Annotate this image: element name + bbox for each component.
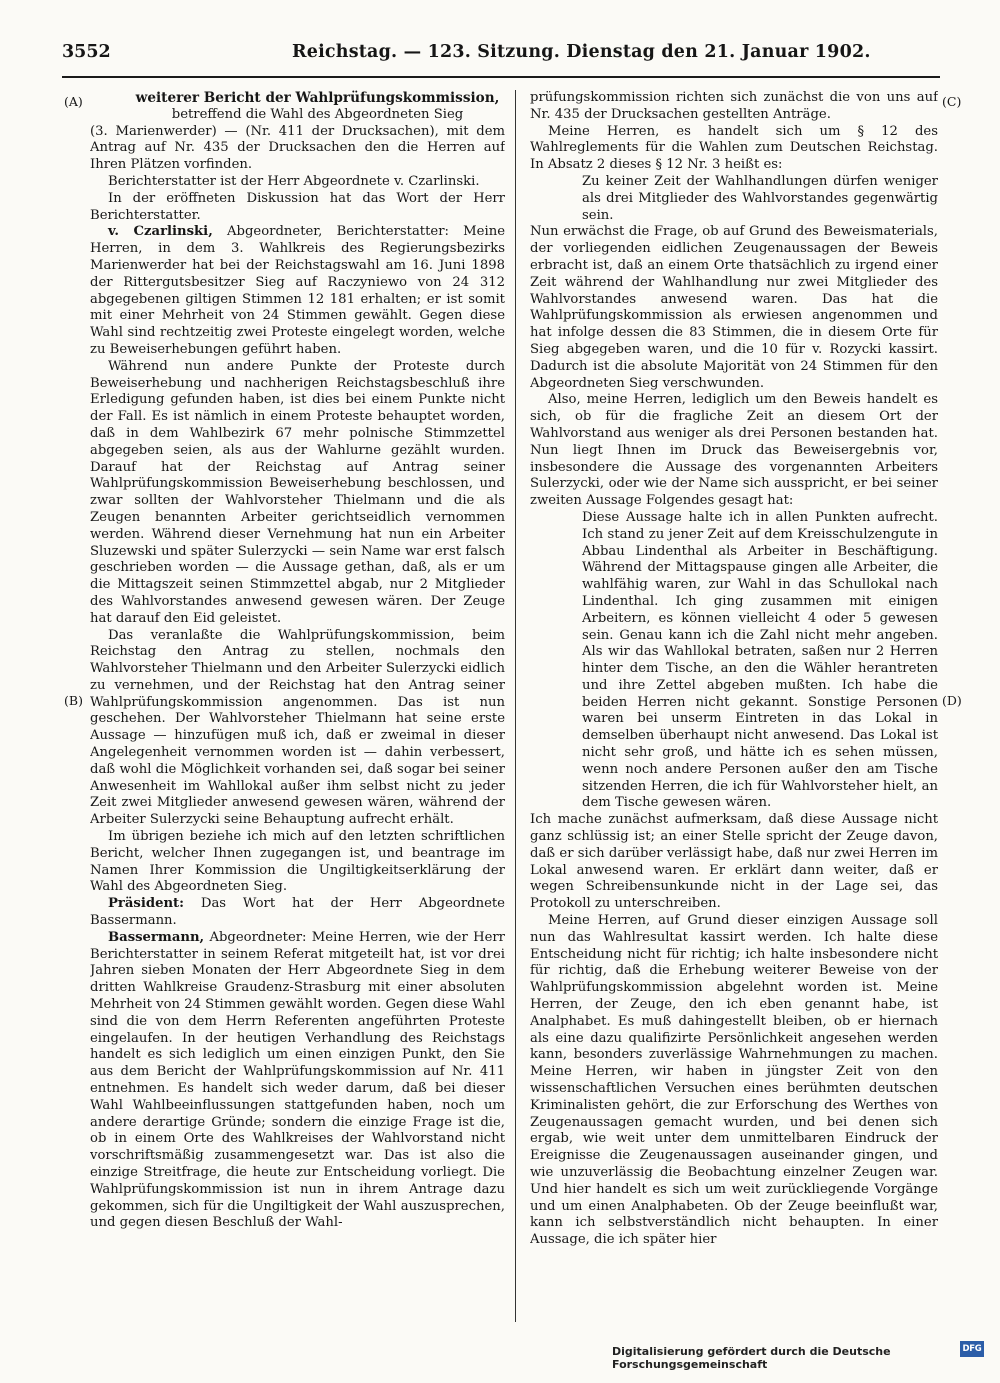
paragraph-text: Berichterstatter ist der Herr Abgeordnete v. Czarlinski. xyxy=(108,173,480,189)
paragraph xyxy=(530,224,938,392)
running-head: Reichstag. — 123. Sitzung. Dienstag den 21. Januar 1902. xyxy=(292,42,871,62)
page-header xyxy=(62,40,942,68)
paragraph-text: Das Wort hat der Herr Abgeordnete Bassermann. xyxy=(90,896,505,929)
paragraph xyxy=(90,124,505,174)
paragraph xyxy=(90,359,505,628)
paragraph xyxy=(90,174,505,191)
paragraph-text: Ich mache zunächst aufmerksam, daß diese Aussage nicht ganz schlüssig ist; an einer Stelle spricht der Zeuge davon, daß er sich darüber verlässigt habe, daß nur zwei Herren im Lokal anwesend waren. Er erklärt dann weiter, daß er wegen Schreibensunkunde nicht in der Lage sei, das Protokoll zu unterschreiben. xyxy=(530,812,938,912)
paragraph-text: prüfungskommission richten sich zunächst die von uns auf Nr. 435 der Drucksachen gestellten Anträge. xyxy=(530,90,938,122)
margin-mark-c: (C) xyxy=(942,94,962,109)
paragraph xyxy=(530,124,938,174)
paragraph-text: weiterer Bericht der Wahlprüfungskommission, xyxy=(135,90,500,106)
paragraph-text: Meine Herren, es handelt sich um § 12 des Wahlreglements für die Wahlen zum Deutschen Reichstag. In Absatz 2 dieses § 12 Nr. 3 heißt es: xyxy=(530,123,938,173)
column-divider xyxy=(515,90,516,1322)
left-column xyxy=(90,90,505,1325)
paragraph xyxy=(90,628,505,830)
paragraph xyxy=(530,392,938,510)
paragraph xyxy=(582,174,938,224)
paragraph xyxy=(130,90,505,107)
paragraph xyxy=(582,510,938,812)
digitization-credit: Digitalisierung gefördert durch die Deutsche Forschungsgemeinschaft xyxy=(612,1345,891,1371)
speaker-name: v. Czarlinski, xyxy=(108,224,213,240)
paragraph-text: Also, meine Herren, lediglich um den Beweis handelt es sich, ob für die fragliche Zeit an diesem Ort der Wahlvorstand aus weniger als drei Personen bestanden hat. Nun liegt Ihnen im Druck das Beweisergebnis vor, insbesondere die Aussage des vorgenannten Arbeiters Sulerzycki, oder wie der Name sich ausspricht, er bei seiner zweiten Aussage Folgendes gesagt hat: xyxy=(530,392,938,509)
margin-mark-a: (A) xyxy=(64,94,83,109)
header-rule xyxy=(62,76,940,78)
right-column xyxy=(530,90,938,1325)
paragraph xyxy=(530,812,938,913)
paragraph xyxy=(90,829,505,896)
speaker-name: Präsident: xyxy=(108,896,185,912)
paragraph-text: Das veranlaßte die Wahlprüfungskommission, beim Reichstag den Antrag zu stellen, nochmals den Wahlvorsteher Thielmann und den Arbeiter Sulerzycki eidlich zu vernehmen, und der Reichstag hat den Antrag seiner Wahlprüfungskommission angenommen. Das ist nun geschehen. Der Wahlvorsteher Thielmann hat seine erste Aussage — hinzufügen muß ich, daß er zweimal in dieser Angelegenheit vernommen worden ist — dahin verbessert, daß wohl die Möglichkeit vorhanden sei, daß sogar bei seiner Anwesenheit im Wahllokal außer ihm selbst nicht zu jeder Zeit zwei Mitglieder anwesend gewesen wären, während der Arbeiter Sulerzycki seine Behauptung aufrecht erhält. xyxy=(90,627,505,828)
paragraph xyxy=(90,930,505,1232)
margin-mark-b: (B) xyxy=(64,693,83,708)
paragraph xyxy=(530,913,938,1249)
speaker-name: Bassermann, xyxy=(108,929,205,945)
dfg-logo: DFG xyxy=(960,1341,984,1357)
paragraph-text: Abgeordneter, Berichterstatter: Meine Herren, in dem 3. Wahlkreis des Regierungsbezirks Marienwerder hat bei der Reichstagswahl am 16. Juni 1898 der Rittergutsbesitzer Sieg auf Raczyniewo von 24 312 abgegebenen giltigen Stimmen 12 181 erhalten; er ist somit mit einer Mehrheit von 24 Stimmen gewählt. Gegen diese Wahl sind rechtzeitig zwei Proteste eingelegt worden, welche zu Beweiserhebungen geführt haben. xyxy=(90,224,505,357)
paragraph-text: Diese Aussage halte ich in allen Punkten aufrecht. Ich stand zu jener Zeit auf dem Kreisschulzengute in Abbau Lindenthal als Arbeiter in Beschäftigung. Während der Mittagspause gingen alle Arbeiter, die wahlfähig waren, zur Wahl in das Schullokal nach Lindenthal. Ich ging zusammen mit einigen Arbeitern, es können vielleicht 4 oder 5 gewesen sein. Genau kann ich die Zahl nicht mehr angeben. Als wir das Wahllokal betraten, saßen nur 2 Herren hinter dem Tische, an den die Wähler herantreten und ihre Zettel abgeben mußten. Ich habe die beiden Herren nicht gekannt. Sonstige Personen waren bei unserm Eintreten in das Lokal in demselben überhaupt nicht anwesend. Das Lokal ist nicht sehr groß, und hätte ich es sehen müssen, wenn noch andere Personen außer den am Tische sitzenden Herren, die ich für Wahlvorsteher hielt, an dem Tische gewesen wären. xyxy=(582,509,938,811)
margin-mark-d: (D) xyxy=(942,693,962,708)
paragraph xyxy=(90,224,505,358)
paragraph xyxy=(530,90,938,124)
paragraph-text: betreffend die Wahl des Abgeordneten Sieg xyxy=(171,106,464,122)
paragraph-text: Im übrigen beziehe ich mich auf den letzten schriftlichen Bericht, welcher Ihnen zugegangen ist, und beantrage im Namen Ihrer Kommission die Ungiltigkeitserklärung der Wahl des Abgeordneten Sieg. xyxy=(90,829,505,895)
page-number: 3552 xyxy=(62,42,111,62)
paragraph xyxy=(130,107,505,124)
paragraph-text: Zu keiner Zeit der Wahlhandlungen dürfen weniger als drei Mitglieder des Wahlvorstandes gegenwärtig sein. xyxy=(582,173,938,223)
paragraph-text: (3. Marienwerder) — (Nr. 411 der Drucksachen), mit dem Antrag auf Nr. 435 der Drucksachen den die Herren auf Ihren Plätzen vorfinden. xyxy=(90,123,505,173)
paragraph-text: Nun erwächst die Frage, ob auf Grund des Beweismaterials, der vorliegenden eidlichen Zeugenaussagen der Beweis erbracht ist, daß an einem Orte thatsächlich zu irgend einer Zeit während der Wahlhandlung nur zwei Mitglieder des Wahlvorstandes anwesend waren. Das hat die Wahlprüfungskommission als erwiesen angenommen und hat infolge dessen die 83 Stimmen, die in diesem Orte für Sieg abgegeben waren, und die 10 für v. Rozycki kassirt. Dadurch ist die absolute Majorität von 24 Stimmen für den Abgeordneten Sieg verschwunden. xyxy=(530,224,938,391)
paragraph-text: Meine Herren, auf Grund dieser einzigen Aussage soll nun das Wahlresultat kassirt werden. Ich halte diese Entscheidung nicht für richtig; ich halte insbesondere nicht für richtig, daß die Erhebung weiterer Beweise von der Wahlprüfungskommission abgelehnt worden ist. Meine Herren, der Zeuge, den ich eben genannt habe, ist Analphabet. Es muß dahingestellt bleiben, ob er hiernach als eine dazu qualifizirte Persönlichkeit angesehen werden kann, besonders zuverlässige Wahrnehmungen zu machen. Meine Herren, wir haben in jüngster Zeit von den wissenschaftlichen Versuchen eines berühmten deutschen Kriminalisten gehört, die zur Erforschung des Werthes von Zeugenaussagen gemacht wurden, und bei denen sich ergab, wie weit unter dem unmittelbaren Eindruck der Ereignisse die Zeugenaussagen auseinander gingen, und wie unzuverlässig die Beobachtung einzelner Zeugen war. Und hier handelt es sich um weit zurückliegende Vorgänge und um einen Analphabeten. Ob der Zeuge beeinflußt war, kann ich selbstverständlich nicht behaupten. In einer Aussage, die ich später hier xyxy=(530,913,938,1248)
paragraph xyxy=(90,191,505,225)
paragraph-text: Während nun andere Punkte der Proteste durch Beweiserhebung und nachherigen Reichstagsbeschluß ihre Erledigung gefunden haben, ist dies bei einem Punkte nicht der Fall. Es ist nämlich in einem Proteste behauptet worden, daß in dem Wahlbezirk 67 mehr polnische Stimmzettel abgegeben seien, als aus der Wahlurne gezählt wurden. Darauf hat der Reichstag auf Antrag seiner Wahlprüfungskommission Beweiserhebung beschlossen, und zwar sollten der Wahlvorsteher Thielmann und die als Zeugen benannten Arbeiter gerichtseidlich vernommen werden. Während dieser Vernehmung hat nun ein Arbeiter Sluzewski und später Sulerzycki — sein Name war erst falsch geschrieben worden — die Aussage gethan, daß, als er um die Mittagszeit seinen Stimmzettel abgab, nur 2 Mitglieder des Wahlvorstandes anwesend gewesen wären. Der Zeuge hat darauf den Eid geleistet. xyxy=(90,358,505,626)
paragraph-text: Abgeordneter: Meine Herren, wie der Herr Berichterstatter in seinem Referat mitgeteilt hat, ist vor drei Jahren sieben Monaten der Herr Abgeordnete Sieg in dem dritten Wahlkreise Graudenz-Strasburg mit einer absoluten Mehrheit von 24 Stimmen gewählt worden. Gegen diese Wahl sind die von dem Herrn Referenten angeführten Proteste eingelaufen. In der heutigen Verhandlung des Reichstags handelt es sich lediglich um einen einzigen Punkt, den Sie aus dem Bericht der Wahlprüfungskommission auf Nr. 411 entnehmen. Es handelt sich weder darum, daß bei dieser Wahl Wahlbeeinflussungen stattgefunden haben, noch um andere derartige Gründe; sondern die einzige Frage ist die, ob in einem Orte des Wahlkreises der Wahlvorstand nicht vorschriftsmäßig zusammengesetzt war. Das ist also die einzige Streitfrage, die heute zur Entscheidung vorliegt. Die Wahlprüfungskommission ist nun in ihrem Antrage dazu gekommen, sich für die Ungiltigkeit der Wahl auszusprechen, und gegen diesen Beschluß der Wahl- xyxy=(90,929,505,1231)
paragraph-text: In der eröffneten Diskussion hat das Wort der Herr Berichterstatter. xyxy=(90,190,505,223)
paragraph xyxy=(90,896,505,930)
